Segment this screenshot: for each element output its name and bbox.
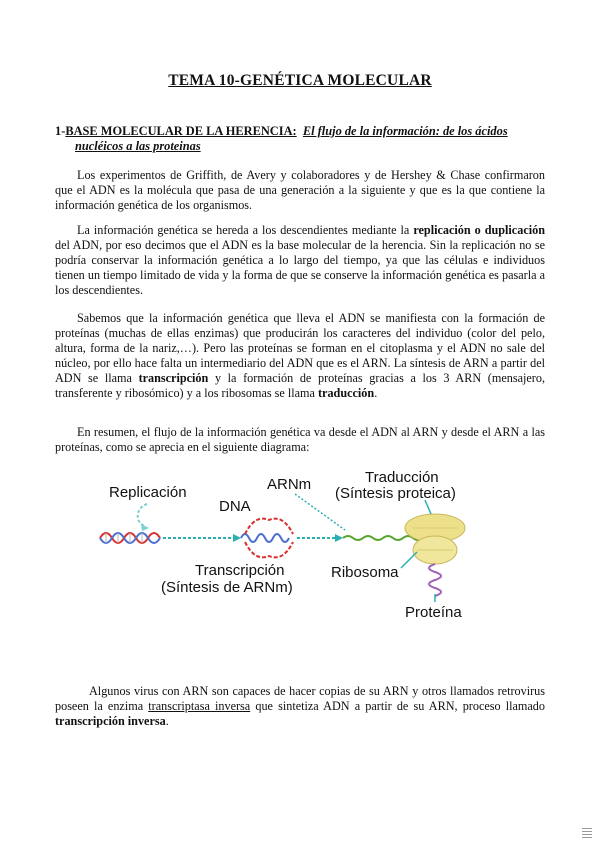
p3-bold-transcripcion: transcripción [138,371,209,385]
label-ribosoma: Ribosoma [331,564,399,581]
section-subtitle-line1: El flujo de la información: de los ácidos [302,124,508,138]
dna-helix-icon [100,533,160,543]
label-traduccion: Traducción [365,469,439,486]
ribosome-pointer-icon [401,552,417,568]
central-dogma-diagram [95,468,515,628]
p3-text-e: . [374,386,378,400]
page-title: TEMA 10-GENÉTICA MOLECULAR [168,72,432,89]
p2-bold-term: replicación o duplicación [413,223,545,237]
section-heading [55,124,555,154]
p5-underlined-term: transcriptasa inversa [148,699,251,713]
label-replicacion: Replicación [109,484,187,501]
page-corner-mark-icon [582,828,592,842]
p3-bold-traduccion: traducción [317,386,375,400]
p2-text-a: La información genética se hereda a los descendientes mediante la [77,223,414,237]
label-sintesis-arnm: (Síntesis de ARNm) [161,579,293,596]
section-number: 1- [55,124,66,138]
label-dna: DNA [219,498,251,515]
paragraph-4: En resumen, el flujo de la información genética va desde el ADN al ARN y desde el ARN a las proteínas, como se aprecia en el siguiente diagrama: [55,425,545,454]
p2-text-c: del ADN, por eso decimos que el ADN es la base molecular de la herencia. Sin la replicación no se podría conservar la información genética a lo largo del tiempo, ya que las células e individuos tienen un tiempo limitado de vida y la forma de que se conserve la información genética es pasarla a los descendientes. [55,238,545,297]
protein-chain-icon [429,564,441,596]
section-subtitle-line2: nucléicos a las proteinas [75,139,201,153]
paragraph-5 [55,684,545,729]
label-transcripcion: Transcripción [195,562,285,579]
label-proteina: Proteína [405,604,462,621]
p5-text-e: . [165,714,169,728]
paragraph-2 [55,223,545,298]
p3-text-a: Sabemos que la información genética que lleva el ADN se manifiesta con la formación de proteínas (muchas de ellas enzimas) que producirán los caracteres del individuo (color del pelo, altura, forma de la nariz,…). Pero las proteínas se forman en el citoplasma y el ADN no sale del núcleo, por ello hace falta un intermediario del ADN que es el ARN. La síntesis de ARN a partir del ADN se llama [55,311,545,385]
paragraph-1: Los experimentos de Griffith, de Avery y colaboradores y de Hershey & Chase confirmaron que el ADN es la molécula que pasa de una generación a la siguiente y que es la que contiene la información genética de los organismos. [55,168,545,212]
p5-text-a: Algunos virus con ARN son capaces de hacer copias de su ARN y otros llamados retrovirus poseen la enzima [55,684,545,713]
flow-arrowhead-2-icon [335,534,343,542]
traduccion-pointer-icon [425,500,431,514]
p3-text-c: y la formación de proteínas gracias a los 3 ARN (mensajero, transferente y ribosómico) y a los ribosomas se llama [55,371,545,400]
replication-arrowhead-icon [141,524,149,531]
label-sintesis-proteica: (Síntesis proteica) [335,485,456,502]
replication-arrow-icon [138,504,147,526]
p5-text-c: que sintetiza ADN a partir de su ARN, proceso llamado [250,699,545,713]
section-main-title: BASE MOLECULAR DE LA HERENCIA: [65,124,297,138]
label-arnm: ARNm [267,476,312,493]
transcription-bubble-icon [241,519,293,558]
flow-arrowhead-1-icon [233,534,241,542]
p5-bold-term: transcripción inversa [55,714,166,728]
paragraph-3 [55,311,545,401]
